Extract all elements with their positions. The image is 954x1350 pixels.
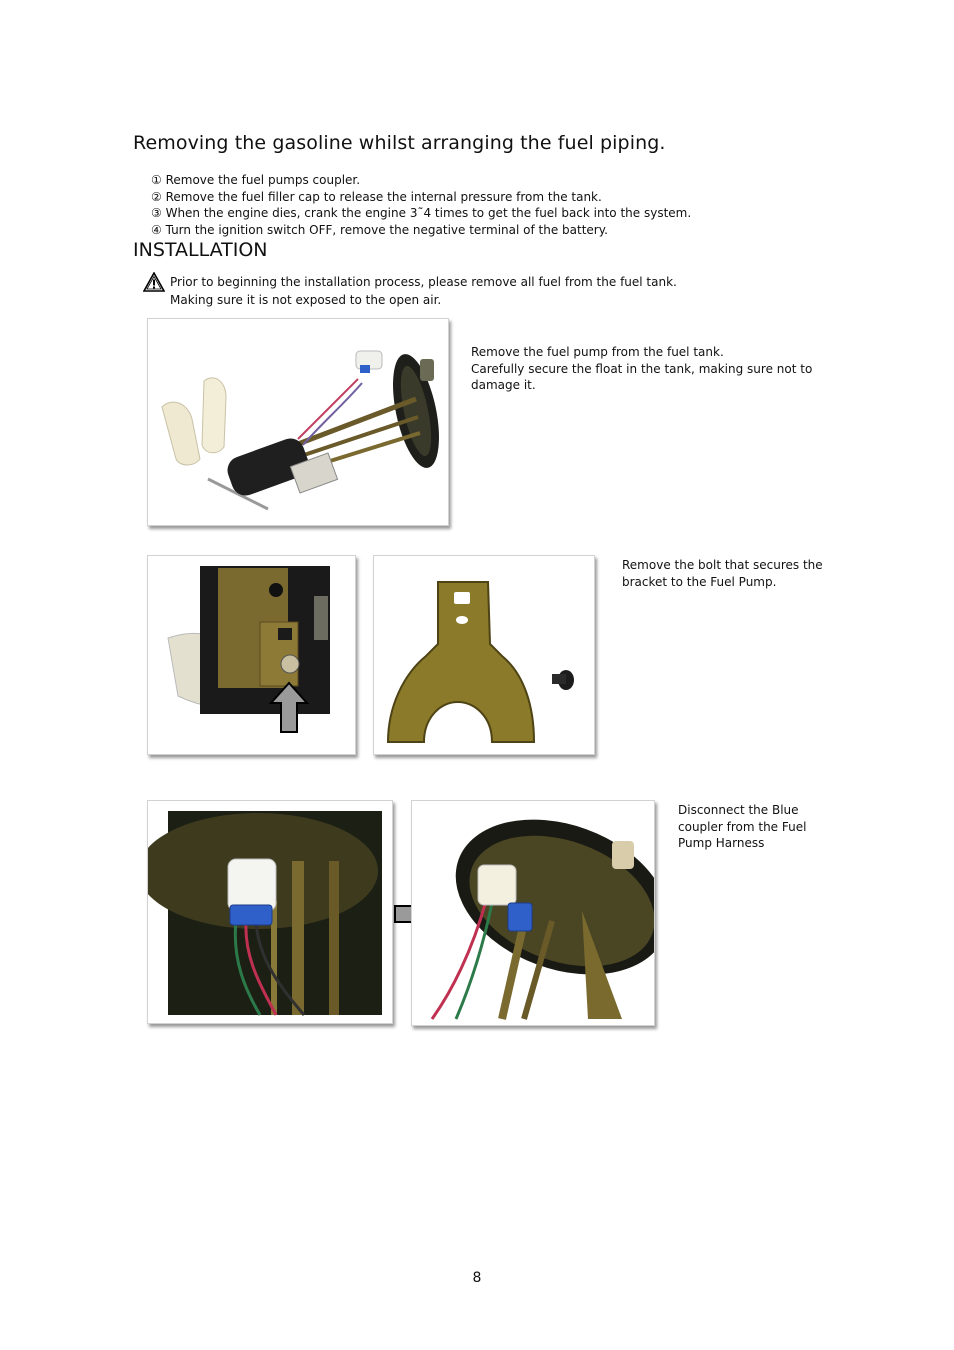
- warning-note: [143, 272, 677, 309]
- caption-1-line-1: Remove the fuel pump from the fuel tank.: [471, 345, 724, 359]
- step-3: ③ When the engine dies, crank the engine 3˜4 times to get the fuel back into the system.: [151, 206, 692, 220]
- caption-3-line-1: Disconnect the Blue: [678, 803, 799, 817]
- photo-coupler-disconnected: [411, 800, 655, 1026]
- caption-1-line-2: Carefully secure the float in the tank, making sure not to: [471, 361, 813, 376]
- step-2: ② Remove the fuel filler cap to release the internal pressure from the tank.: [151, 189, 602, 204]
- page-number: 8: [472, 1270, 482, 1286]
- steps-list: [151, 172, 691, 238]
- caption-1-line-3: damage it.: [471, 378, 536, 392]
- warning-text-2: Making sure it is not exposed to the open air.: [170, 293, 442, 307]
- installation-title: INSTALLATION: [133, 239, 268, 261]
- caption-3-line-3: Pump Harness: [678, 836, 765, 850]
- photo-coupler-connected: [147, 800, 393, 1024]
- photo-bracket-removed: [373, 555, 595, 755]
- step-4: ④ Turn the ignition switch OFF, remove the negative terminal of the battery.: [151, 222, 608, 237]
- caption-block-3: [678, 802, 806, 852]
- section-heading: Removing the gasoline whilst arranging the fuel piping.: [133, 132, 666, 154]
- caption-block-1: [471, 344, 812, 394]
- caption-2-line-1: Remove the bolt that secures the: [622, 558, 823, 572]
- caption-block-2: [622, 557, 823, 590]
- caption-2-line-2: bracket to the Fuel Pump.: [622, 574, 777, 589]
- step-1: ① Remove the fuel pumps coupler.: [151, 173, 361, 187]
- warning-triangle-icon: [143, 272, 165, 292]
- photo-fuel-pump: [147, 318, 449, 526]
- photo-bracket-bolt: [147, 555, 356, 755]
- warning-text-1: Prior to beginning the installation process, please remove all fuel from the fuel tank.: [170, 274, 677, 289]
- caption-3-line-2: coupler from the Fuel: [678, 819, 807, 834]
